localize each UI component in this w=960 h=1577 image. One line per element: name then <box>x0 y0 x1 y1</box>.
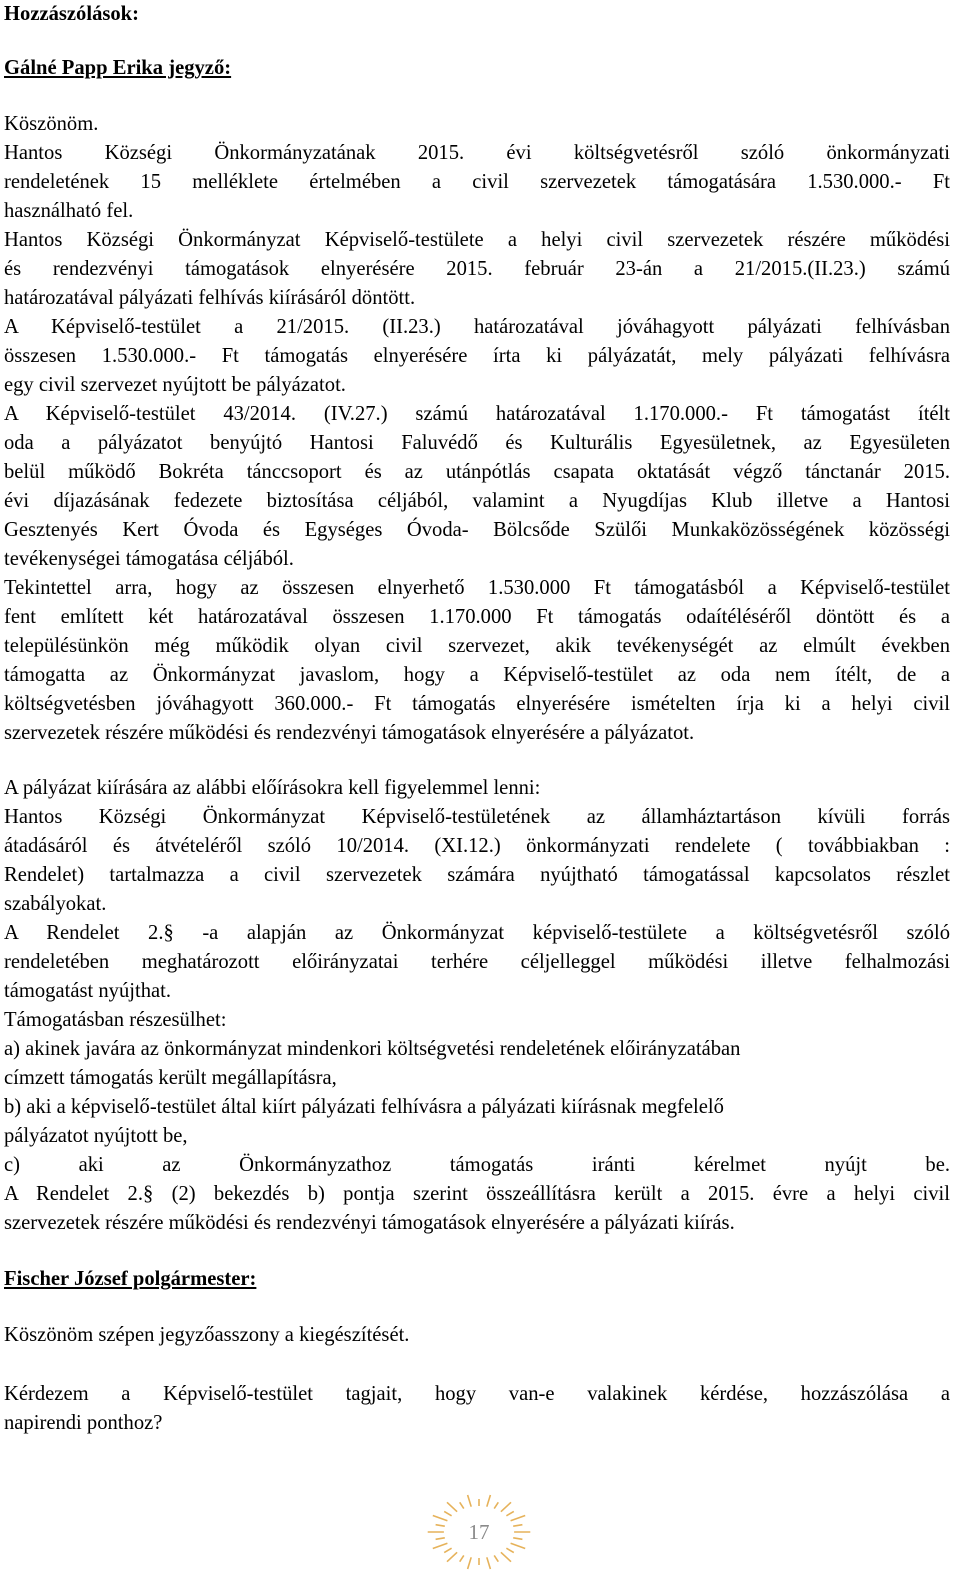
text-line: Hantos Községi Önkormányzat Képviselő-testületének az államháztartáson kívüli forrás <box>4 806 950 828</box>
speaker-name-polgarmester: Fischer József polgármester: <box>4 1268 257 1290</box>
text-line: a) akinek javára az önkormányzat mindenkori költségvetési rendeletének előirányzatában <box>4 1038 741 1060</box>
text-line: Köszönöm szépen jegyzőasszony a kiegészítését. <box>4 1324 410 1346</box>
text-line: átadásáról és átvételéről szóló 10/2014. (XI.12.) önkormányzati rendelete ( továbbiakban : <box>4 835 950 857</box>
speaker-name-jegyzo: Gálné Papp Erika jegyző: <box>4 57 232 79</box>
text-line: Köszönöm. <box>4 113 99 135</box>
text-line: rendeletének 15 melléklete értelmében a civil szervezetek támogatására 1.530.000.- Ft <box>4 171 950 193</box>
starburst-ray <box>444 1511 451 1515</box>
section-heading: Hozzászólások: <box>4 3 139 25</box>
text-line: napirendi ponthoz? <box>4 1412 163 1434</box>
starburst-ray <box>460 1555 464 1561</box>
starburst-ray <box>447 1502 457 1511</box>
paragraph-block-1 <box>4 110 950 748</box>
starburst-ray <box>501 1502 511 1511</box>
text-line: határozatával pályázati felhívás kiírásáról döntött. <box>4 287 416 309</box>
text-line: Rendelet) tartalmazza a civil szervezetek számára nyújtható támogatással kapcsolatos részlet <box>4 864 950 886</box>
text-line: fent említett két határozatával összesen 1.170.000 Ft támogatás odaítéléséről döntött és a <box>4 606 950 628</box>
text-line: és rendezvényi támogatások elnyerésére 2015. február 23-án a 21/2015.(II.23.) számú <box>4 258 950 280</box>
text-line: A Rendelet 2.§ -a alapján az Önkormányzat képviselő-testülete a költségvetésről szóló <box>4 922 950 944</box>
starburst-ray <box>506 1548 513 1552</box>
text-line: Hantos Községi Önkormányzat Képviselő-testülete a helyi civil szervezetek részére működési <box>4 229 950 251</box>
paragraph-block-3 <box>4 1321 950 1350</box>
starburst-ray <box>511 1543 526 1548</box>
text-line: Kérdezem a Képviselő-testület tagjait, hogy van-e valakinek kérdése, hozzászólása a <box>4 1383 950 1405</box>
text-line: költségvetésben jóváhagyott 360.000.- Ft támogatás elnyerésére ismételten írja ki a helyi civil <box>4 693 950 715</box>
text-line: A Képviselő-testület 43/2014. (IV.27.) számú határozatával 1.170.000.- Ft támogatást ítélt <box>4 403 950 425</box>
text-line: szervezetek részére működési és rendezvényi támogatások elnyerésére a pályázatot. <box>4 722 695 744</box>
starburst-ray <box>487 1557 491 1569</box>
text-line: A pályázat kiírására az alábbi előírásokra kell figyelemmel lenni: <box>4 777 541 799</box>
text-line: egy civil szervezet nyújtott be pályázatot. <box>4 374 346 396</box>
starburst-ray <box>506 1511 513 1515</box>
text-line: használható fel. <box>4 200 134 222</box>
text-line: pályázatot nyújtott be, <box>4 1125 188 1147</box>
starburst-ray <box>487 1495 491 1507</box>
text-line: b) aki a képviselő-testület által kiírt pályázati felhívásra a pályázati kiírásnak megfelelő <box>4 1096 724 1118</box>
text-line: címzett támogatás került megállapításra, <box>4 1067 337 1089</box>
starburst-ray <box>494 1502 498 1508</box>
text-line: oda a pályázatot benyújtó Hantosi Faluvédő és Kulturális Egyesületnek, az Egyesületen <box>4 432 950 454</box>
text-line: belül működő Bokréta tánccsoport és az utánpótlás csapata oktatását végző tánctanár 2015. <box>4 461 950 483</box>
starburst-ray <box>468 1557 472 1569</box>
text-line: támogatta az Önkormányzat javaslom, hogy a Képviselő-testület az oda nem ítélt, de a <box>4 664 950 686</box>
starburst-ray <box>444 1548 451 1552</box>
text-line: Tekintettel arra, hogy az összesen elnyerhető 1.530.000 Ft támogatásból a Képviselő-testület <box>4 577 950 599</box>
starburst-ray <box>494 1555 498 1561</box>
page-number: 17 <box>468 1520 490 1544</box>
text-line: támogatást nyújthat. <box>4 980 172 1002</box>
text-line: településünkön még működik olyan civil szervezet, akik tevékenységét az elmúlt években <box>4 635 950 657</box>
text-line: összesen 1.530.000.- Ft támogatás elnyerésére írta ki pályázatát, mely pályázati felhívásra <box>4 345 950 367</box>
text-line: A Rendelet 2.§ (2) bekezdés b) pontja szerint összeállításra került a 2015. évre a helyi civil <box>4 1183 950 1205</box>
text-line: évi díjazásának fedezete biztosítása céljából, valamint a Nyugdíjas Klub illetve a Hantosi <box>4 490 950 512</box>
starburst-ray <box>468 1495 472 1507</box>
starburst-ray <box>460 1502 464 1508</box>
paragraph-block-4 <box>4 1380 950 1438</box>
text-line: rendeletében meghatározott előirányzatai terhére céljelleggel működési illetve felhalmozási <box>4 951 950 973</box>
starburst-ray <box>501 1552 511 1561</box>
paragraph-block-2 <box>4 774 950 1238</box>
text-line: Gesztenyés Kert Óvoda és Egységes Óvoda- Bölcsőde Szülői Munkaközösségének közösségi <box>4 519 950 541</box>
text-line: Hantos Községi Önkormányzatának 2015. évi költségvetésről szóló önkormányzati <box>4 142 950 164</box>
text-line: A Képviselő-testület a 21/2015. (II.23.) határozatával jóváhagyott pályázati felhívásban <box>4 316 950 338</box>
text-line: szabályokat. <box>4 893 107 915</box>
page-number-badge <box>420 1492 538 1572</box>
text-line: tevékenységei támogatása céljából. <box>4 548 294 570</box>
starburst-ray <box>433 1543 448 1548</box>
starburst-ray <box>447 1552 457 1561</box>
text-line: c) aki az Önkormányzathoz támogatás iránti kérelmet nyújt be. <box>4 1154 950 1176</box>
text-line: Támogatásban részesülhet: <box>4 1009 227 1031</box>
text-line: szervezetek részére működési és rendezvényi támogatások elnyerésére a pályázati kiírás. <box>4 1212 735 1234</box>
